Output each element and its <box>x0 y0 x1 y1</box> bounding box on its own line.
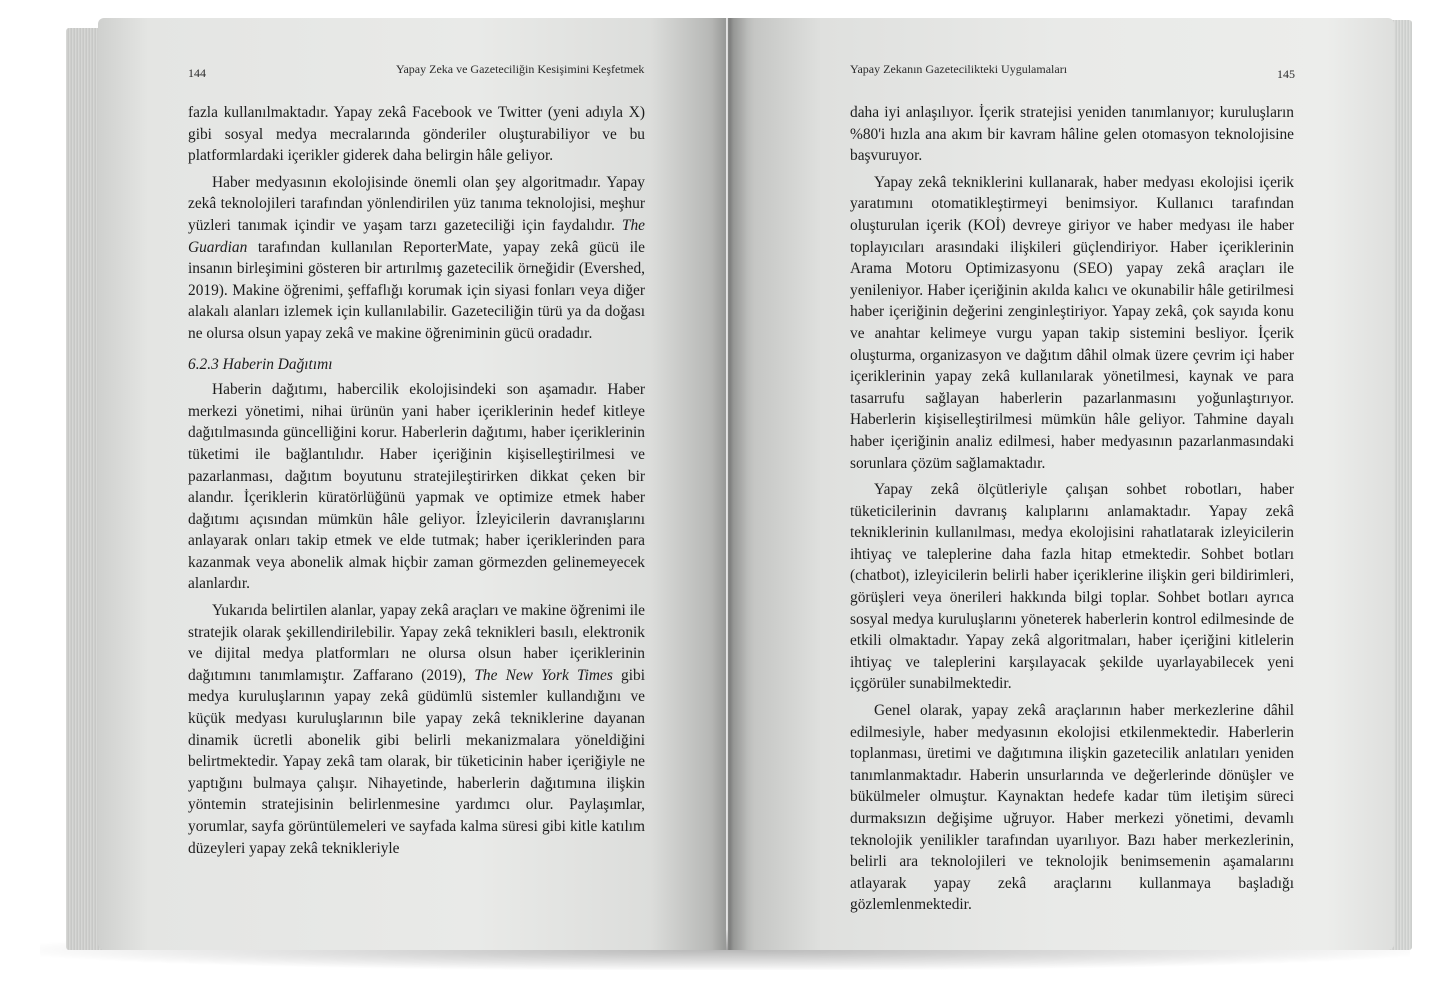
italic-title: The New York Times <box>474 666 613 684</box>
paragraph: fazla kullanılmaktadır. Yapay zekâ Facebook ve Twitter (yeni adıyla X) gibi sosyal medya mecralarında gönderiler oluşturabiliyor ve bu platformlardaki içerikler giderek daha belirgin hâle geliyor. <box>188 104 645 165</box>
paragraph: Genel olarak, yapay zekâ araçlarının haber merkezlerine dâhil edilmesiyle, haber medyasının ekolojisi etkilenmektedir. Haberlerin toplanması, üretimi ve dağıtımına ilişkin gazetecilik anlatıları yeniden tanımlanmaktadır. Haberin unsurlarında ve değerlerinde dönüşler ve bükülmeler olmuştur. Kaynaktan hedefe kadar tüm iletişim süreci durmaksızın değişime uğruyor. Haber merkezi yönetimi, devamlı teknolojik yenilikler tarafından uyarılıyor. Bazı haber merkezlerinin, belirli ara teknolojileri ve teknolojik benimsemenin aşamalarını atlayarak yapay zekâ araçlarını kullanmaya başladığı gözlemlenmektedir. <box>850 702 1294 914</box>
left-page-number: 144 <box>188 66 206 80</box>
right-page <box>728 18 1394 950</box>
paragraph: Yapay zekâ tekniklerini kullanarak, haber medyası ekolojisi içerik yaratımını otomatikleştirmeyi benimsiyor. Kullanıcı tarafından oluşturulan içerik (KOİ) devreye giriyor ve haber medyası ile haber toplayıcıları arasındaki ilişkileri güçlendiriyor. Haber içeriklerinin Arama Motoru Optimizasyonu (SEO) yapay zekâ araçları ile yenileniyor. Haber içeriğinin akılda kalıcı ve okunabilir hâle getirilmesi haber içeriğinin değerini zenginleştiriyor. Yapay zekâ, çok sayıda konu ve anahtar kelimeye vurgu yapan takip sistemini besliyor. İçerik oluşturma, organizasyon ve dağıtım dâhil olmak üzere çevrim içi haber içeriklerinin yapay zekâ kullanılarak yönetilmesi, kaynak ve para tasarrufu sağlayan haberlerin pazarlanmasını yoğunlaştırıyor. Haberlerin kişiselleştirilmesi mümkün hâle geliyor. Tahmine dayalı haber içeriğinin analiz edilmesi, haber medyasının pazarlanmasındaki sorunlara çözüm sağlamaktadır. <box>850 173 1294 472</box>
paragraph: Yukarıda belirtilen alanlar, yapay zekâ araçları ve makine öğrenimi ile stratejik olarak şekillendirilebilir. Yapay zekâ teknikleri basılı, elektronik ve dijital medya platformları ne olursa olsun haber içeriklerinin dağıtımını tanımlamıştır. Zaffarano (2019), The New York Times gibi medya kuruluşlarının yapay zekâ güdümlü sistemler kullandığını ve küçük medyası kuruluşlarının bile yapay zekâ tekniklerine dayanan dinamik ücretli abonelik gibi belirli mekanizmalara yöneldiğini belirtmektedir. Yapay zekâ tam olarak, bir tüketicinin haber içeriğiyle ne yaptığını bulmaya çalışır. Nihayetinde, haberlerin dağıtımına ilişkin yöntemin stratejisinin belirlenmesine yardımcı olur. Paylaşımlar, yorumlar, sayfa görüntülemeleri ve sayfada kalma süresi gibi kitle katılım düzeyleri yapay zekâ teknikleriyle <box>188 602 645 857</box>
paragraph: Haberin dağıtımı, habercilik ekolojisindeki son aşamadır. Haber merkezi yönetimi, nihai ürünün yani haber içeriklerinin hedef kitleye dağıtılmasında güncelliğini korur. Haberlerin dağıtımı, haber içeriklerinin tüketimi ile bağlantılıdır. Haber içeriğinin kişiselleştirilmesi ve pazarlanması, dağıtım boyutunu stratejileştirirken dikkat çeken bir alandır. İçeriklerin küratörlüğünü yapmak ve optimize etmek haber dağıtımı açısından mümkün hâle geliyor. İzleyicilerin davranışlarını anlayarak onları takip etmek ve elde tutmak; haber içeriklerinden para kazanmak veya abonelik almak hiçbir zaman görmezden gelinemeyecek alanlardır. <box>188 381 645 593</box>
book-gutter <box>712 18 748 950</box>
left-body-text <box>188 102 645 859</box>
right-page-number: 145 <box>1277 67 1295 81</box>
right-running-head: Yapay Zekanın Gazetecilikteki Uygulamaları <box>850 62 1068 76</box>
paragraph: Haber medyasının ekolojisinde önemli olan şey algoritmadır. Yapay zekâ teknolojileri tarafından yönlendirilen yüz tanıma teknolojisi, meşhur yüzleri tanımak içindir ve yaşam tarzı gazeteciliği için faydalıdır. The Guardian tarafından kullanılan ReporterMate, yapay zekâ gücü ile insanın birleşimini gösteren bir artırılmış gazetecilik örneğidir (Evershed, 2019). Makine öğrenimi, şeffaflığı korumak için siyasi fonları veya diğer alakalı alanları izlemek için kullanılabilir. Gazeteciliğin türü ya da doğası ne olursa olsun yapay zekâ ve makine öğreniminin gücü oradadır. <box>188 173 645 342</box>
italic-title: The Guardian <box>188 216 645 256</box>
section-heading: 6.2.3 Haberin Dağıtımı <box>188 355 333 373</box>
paragraph: daha iyi anlaşılıyor. İçerik stratejisi yeniden tanımlanıyor; kuruluşların %80'i hızla ana akım bir kavram hâline gelen otomasyon teknolojisine başvuruyor. <box>850 104 1294 165</box>
paragraph: Yapay zekâ ölçütleriyle çalışan sohbet robotları, haber tüketicilerinin davranış kalıplarını anlamaktadır. Yapay zekâ tekniklerinin kullanılması, medya ekolojisini rahatlatarak izleyicilerin ihtiyaç ve taleplerine daha fazla hitap etmektedir. Sohbet botları (chatbot), izleyicilerin belirli haber içeriklerine ilişkin geri bildirimleri, görüşleri veya önerileri hakkında bilgi toplar. Sohbet botları ayrıca sosyal medya kuruluşlarını yöneterek haberlerin kontrol edilmesinde de etkili olmaktadır. Yapay zekâ algoritmaları, haber içeriğini kitlelerin ihtiyaç ve taleplerini karşılayacak şekilde uyarlayabilecek yeni içgörüler sunabilmektedir. <box>850 481 1294 693</box>
right-body-text <box>850 102 1294 916</box>
left-page <box>98 18 726 950</box>
left-running-head: Yapay Zeka ve Gazeteciliğin Kesişimini Keşfetmek <box>396 62 645 76</box>
